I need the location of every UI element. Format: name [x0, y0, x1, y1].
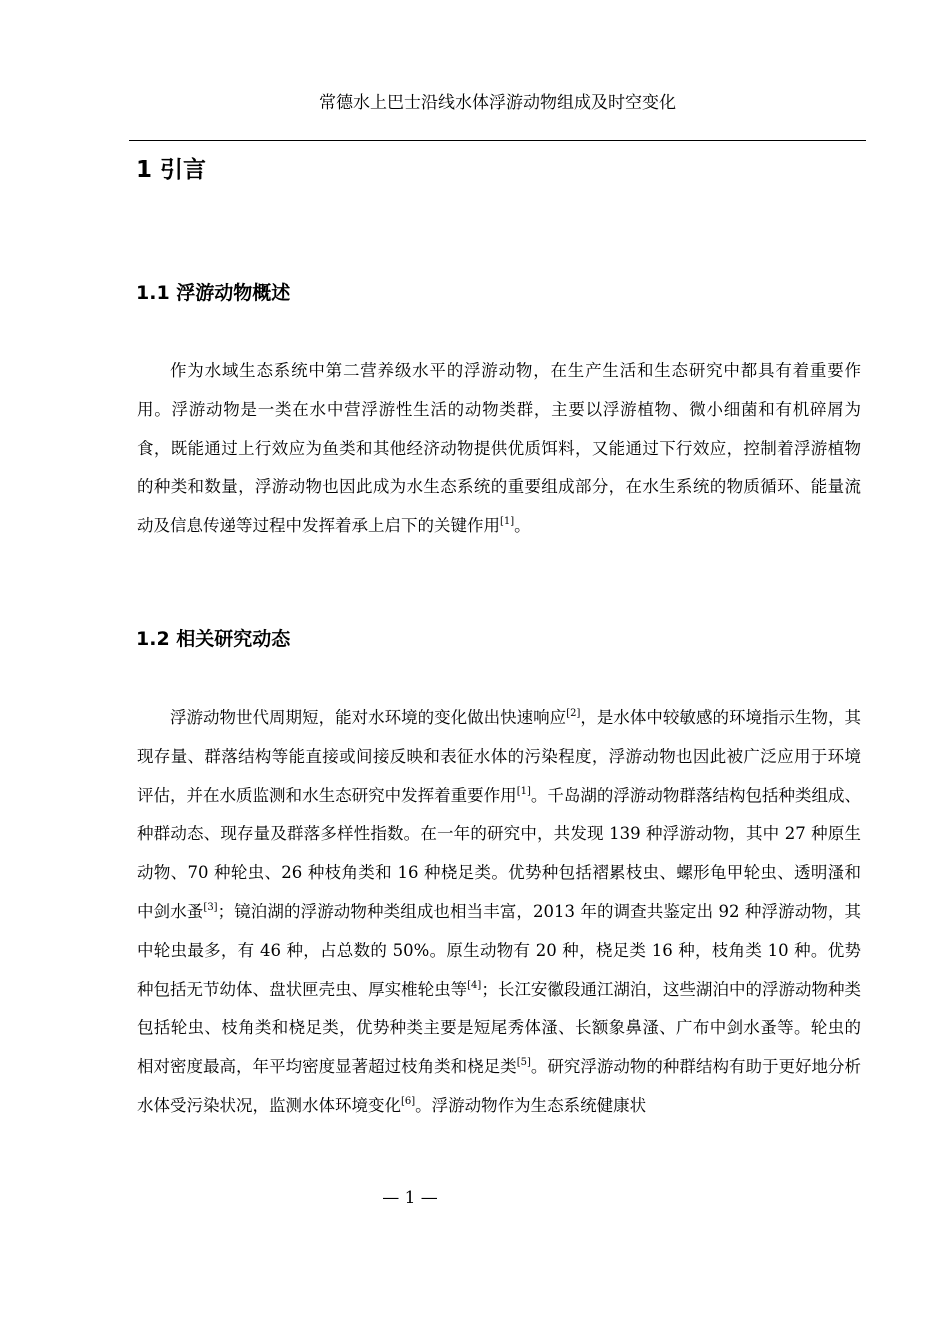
citation-ref[interactable]: [6] [401, 1095, 416, 1107]
paragraph-text: 。千岛湖的浮游动物群落结构包括种类组成、种群动态、现存量及群落多样性指数。在一年的研究中，共发现 139 种浮游动物，其中 27 种原生动物、70 种轮虫、26 种枝角类和 16 种桡足类。优势种包括褶累枝虫、螺形龟甲轮虫、透明溞和中剑水蚤 [137, 785, 862, 921]
paragraph-text: 作为水域生态系统中第二营养级水平的浮游动物，在生产生活和生态研究中都具有着重要作用。浮游动物是一类在水中营浮游性生活的动物类群，主要以浮游植物、微小细菌和有机碎屑为食，既能通过上行效应为鱼类和其他经济动物提供优质饵料，又能通过下行效应，控制着浮游植物的种类和数量，浮游动物也因此成为水生态系统的重要组成部分，在水生系统的物质循环、能量流动及信息传递等过程中发挥着承上启下的关键作用 [137, 361, 861, 536]
page-header-title: 常德水上巴士沿线水体浮游动物组成及时空变化 [319, 93, 676, 113]
chapter-title: 1 引言 [136, 157, 207, 183]
citation-ref[interactable]: [5] [516, 1057, 531, 1069]
paragraph-text: 。 [514, 516, 531, 536]
paragraph-text: ，是水体中较敏感的环境指示生物，其现存量、群落结构等能直接或间接反映和表征水体的污染程度，浮游动物也因此被广泛应用于环境评估，并在水质监测和水生态研究中发挥着重要作用 [137, 708, 862, 805]
paragraph-text: 浮游动物世代周期短，能对水环境的变化做出快速响应 [170, 708, 567, 727]
paragraph-research [137, 699, 861, 1126]
section-title-research: 1.2 相关研究动态 [136, 628, 291, 650]
paragraph-text: ；镜泊湖的浮游动物种类组成也相当丰富，2013 年的调查共鉴定出 92 种浮游动物，其中轮虫最多，有 46 种，占总数的 50%。原生动物有 20 种，桡足类 16 种，枝角类 10 种。优势种包括无节幼体、盘状匣壳虫、厚实椎轮虫等 [137, 901, 861, 999]
paragraph-overview [137, 352, 861, 546]
citation-ref[interactable]: [4] [467, 979, 482, 991]
citation-ref[interactable]: [1] [516, 785, 531, 797]
citation-ref[interactable]: [2] [566, 708, 581, 719]
citation-ref[interactable]: [3] [203, 901, 218, 913]
page-number: — 1 — [382, 1188, 438, 1208]
section-title-overview: 1.1 浮游动物概述 [136, 282, 291, 304]
paragraph-text: 。研究浮游动物的种群结构有助于更好地分析水体受污染状况，监测水体环境变化 [137, 1057, 862, 1115]
paragraph-text: 。浮游动物作为生态系统健康状 [415, 1095, 647, 1115]
paragraph-text: ；长江安徽段通江湖泊，这些湖泊中的浮游动物种类包括轮虫、枝角类和桡足类，优势种类主要是短尾秀体溞、长额象鼻溞、广布中剑水蚤等。轮虫的相对密度最高，年平均密度显著超过枝角类和桡足类 [137, 979, 861, 1077]
header-divider [129, 140, 866, 141]
citation-ref[interactable]: [1] [500, 516, 515, 528]
